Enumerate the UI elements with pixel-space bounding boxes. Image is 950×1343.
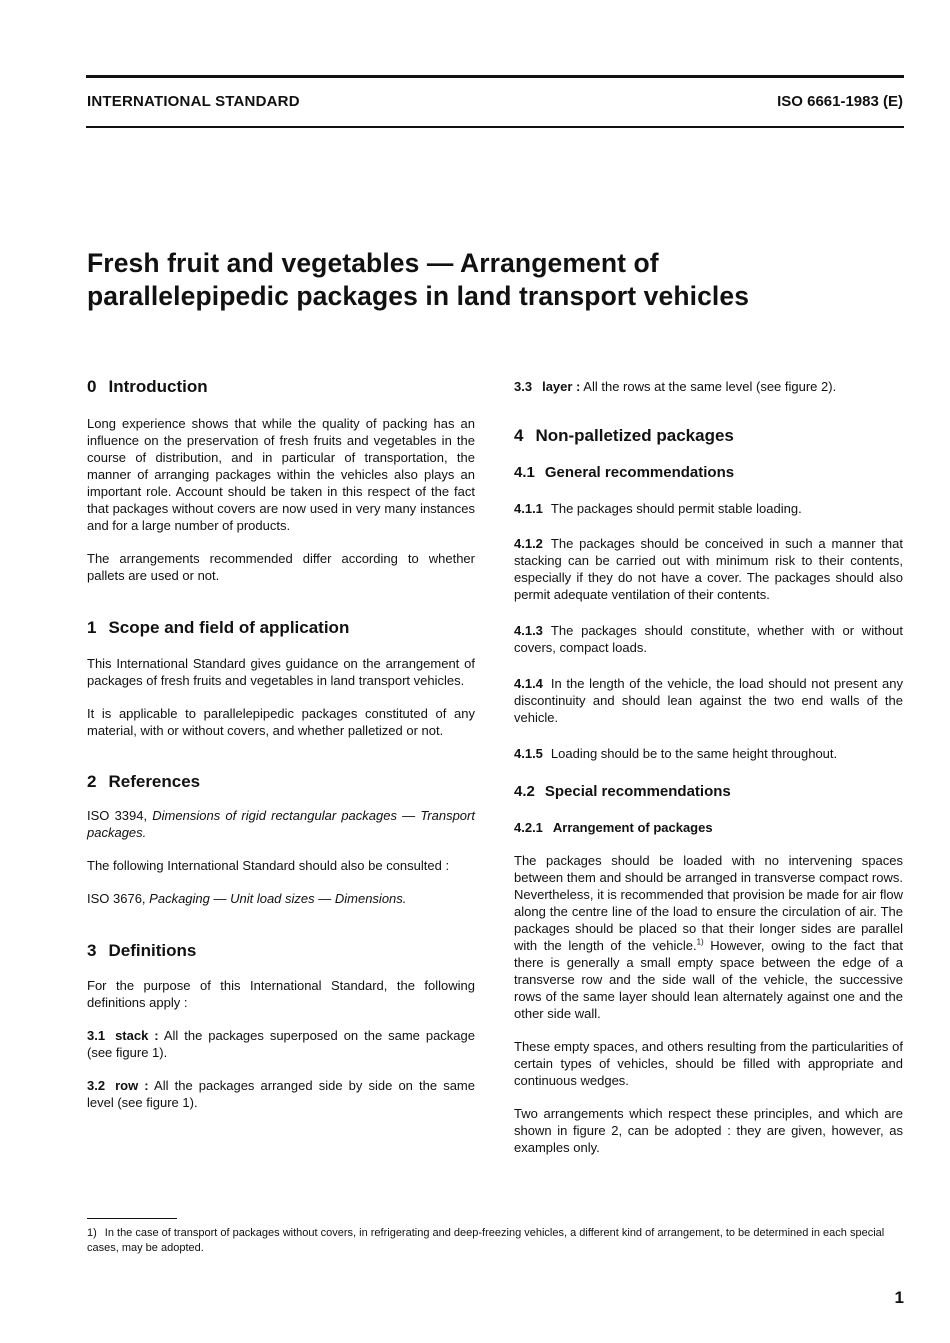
footnote-rule <box>87 1218 177 1219</box>
section-1-heading: 1 Scope and field of application <box>87 618 350 637</box>
section-4-1-heading: 4.1 General recommendations <box>514 464 735 481</box>
page-number: 1 <box>894 1288 904 1307</box>
section-0-heading: 0 Introduction <box>87 377 208 396</box>
footnote: 1) In the case of transport of packages without covers, in refrigerating and deep-freezing vehicles, a different kind of arrangement, to be determined in each special cases, may be adopted. <box>87 1227 885 1254</box>
clause-4-1-5: 4.1.5 Loading should be to the same height throughout. <box>514 746 838 761</box>
section-4-heading: 4 Non-palletized packages <box>514 426 734 445</box>
clause-4-1-1: 4.1.1 The packages should permit stable loading. <box>514 501 802 516</box>
header-bottom-rule <box>86 126 904 128</box>
section-4-2-heading: 4.2 Special recommendations <box>514 783 731 800</box>
clause-4-2-1-paragraph-1: The packages should be loaded with no intervening spaces between them and should be arranged in transverse compact rows. Nevertheless, it is recommended that provision be made for air flow along the centre line of the load to ensure the circulation of air. The packages should be placed so that their longer sides are parallel with the length of the vehicle.$^{1)}$ However, owing to the fact that there is generally a small empty space between the edge of a transverse row and the side wall of the vehicle, the successive rows of the same layer should lean alternately against one and the other side wall. <box>514 853 903 1021</box>
reference-iso-3676: ISO 3676, Packaging — Unit load sizes — Dimensions. <box>87 891 407 906</box>
intro-paragraph-2: The arrangements recommended differ according to whether pallets are used or not. <box>87 551 475 583</box>
clause-4-1-4: 4.1.4 In the length of the vehicle, the load should not present any discontinuity and should lean against the two end walls of the vehicle. <box>514 676 903 725</box>
clause-4-1-3: 4.1.3 The packages should constitute, whether with or without covers, compact loads. <box>514 623 903 655</box>
scope-paragraph-1: This International Standard gives guidance on the arrangement of packages of fresh fruits and vegetables in land transport vehicles. <box>87 656 475 688</box>
footnote-reference: 1) <box>696 937 704 947</box>
section-2-heading: 2 References <box>87 772 201 791</box>
title-line-1: Fresh fruit and vegetables — Arrangement of <box>87 248 659 278</box>
title-line-2: parallelepipedic packages in land transport vehicles <box>87 281 750 311</box>
header-top-rule <box>86 75 904 78</box>
definition-3-3-layer: 3.3 layer : All the rows at the same level (see figure 2). <box>514 379 837 394</box>
scope-paragraph-2: It is applicable to parallelepipedic packages constituted of any material, with or without covers, and whether palletized or not. <box>87 706 475 738</box>
document-title <box>87 247 887 313</box>
right-column <box>514 376 903 1156</box>
definition-3-1-stack: 3.1 stack : All the packages superposed on the same package (see figure 1). <box>87 1028 475 1060</box>
definitions-intro: For the purpose of this International Standard, the following definitions apply : <box>87 978 475 1010</box>
left-column <box>87 376 475 1111</box>
intro-paragraph-1: Long experience shows that while the quality of packing has an influence on the preservation of fresh fruits and vegetables in the course of distribution, and in particular of transportation, the manner of arranging packages within the vehicles also plays an important role. Account should be taken in this respect of the fact that packages without covers are now used in very many instances and for a large number of products. <box>87 416 475 533</box>
reference-iso-3394: ISO 3394, Dimensions of rigid rectangular packages — Transport packages. <box>87 808 475 840</box>
clause-4-1-2: 4.1.2 The packages should be conceived in such a manner that stacking can be carried out with minimum risk to their contents, especially if they do not have a cover. The packages should also permit adequate ventilation of their contents. <box>514 536 903 602</box>
section-4-2-1-heading: 4.2.1 Arrangement of packages <box>514 820 713 835</box>
definition-3-2-row: 3.2 row : All the packages arranged side by side on the same level (see figure 1). <box>87 1078 475 1110</box>
references-also-consult: The following International Standard should also be consulted : <box>87 858 450 873</box>
section-3-heading: 3 Definitions <box>87 941 197 960</box>
clause-4-2-1-paragraph-3: Two arrangements which respect these principles, and which are shown in figure 2, can be adopted : they are given, however, as examples only. <box>514 1106 903 1155</box>
clause-4-2-1-paragraph-2: These empty spaces, and others resulting from the particularities of certain types of vehicles, should be filled with appropriate and continuous wedges. <box>514 1039 903 1088</box>
standard-type-label: INTERNATIONAL STANDARD <box>87 93 300 110</box>
standard-number: ISO 6661-1983 (E) <box>777 93 903 110</box>
